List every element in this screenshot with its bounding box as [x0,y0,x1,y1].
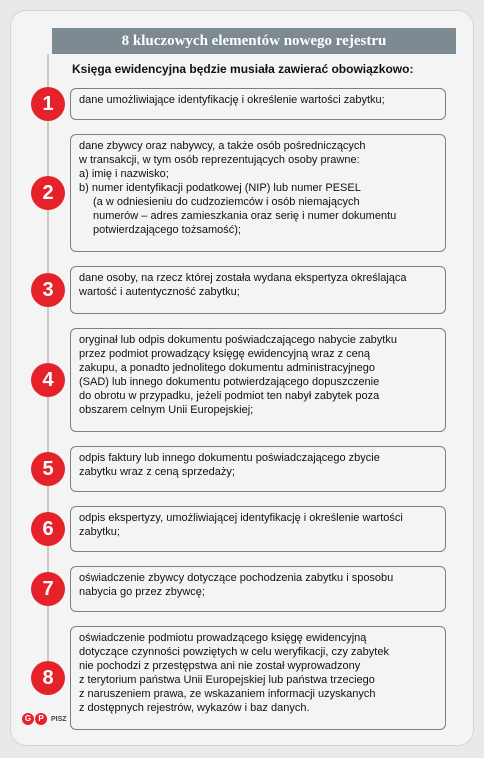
item-text-line: a) imię i nazwisko; [79,168,169,180]
publisher-logo [22,713,47,725]
item-text-line: w transakcji, w tym osób reprezentujących osoby prawne: [79,154,360,166]
footer [22,712,67,726]
item-text-line: (SAD) lub innego dokumentu potwierdzającego dopuszczenie [79,376,380,388]
source-label: PISZ [51,715,67,723]
item-number-badge: 6 [31,512,65,546]
item-text-line: obszarem celnym Unii Europejskiej; [79,404,254,416]
item-box [70,134,446,252]
item-text-line: (a w odniesieniu do cudzoziemców i osób niemających [93,196,360,208]
item-text-line: dotyczące czynności powziętych w celu weryfikacji, czy zabytek [79,646,389,658]
item-box [70,446,446,492]
item-number-badge: 3 [31,273,65,307]
item-text-line: b) numer identyfikacji podatkowej (NIP) lub numer PESEL [79,182,361,194]
item-text-line: z terytorium państwa Unii Europejskiej lub państwa trzeciego [79,674,375,686]
item-text-line: potwierdzającego tożsamość); [93,224,241,236]
item-number-badge: 1 [31,87,65,121]
item-text-line: przez podmiot prowadzący księgę ewidencyjną wraz z ceną [79,348,371,360]
item-text-line: zabytku wraz z ceną sprzedaży; [79,466,235,478]
item-text-line: oświadczenie zbywcy dotyczące pochodzenia zabytku i sposobu [79,572,394,584]
item-text-line: zakupu, a ponadto jednolitego dokumentu administracyjnego [79,362,375,374]
item-number-badge: 7 [31,572,65,606]
item-number-badge: 4 [31,363,65,397]
item-text-line: dane osoby, na rzecz której została wydana ekspertyza określająca [79,272,407,284]
logo-letter-g: G [22,713,34,725]
item-text-line: oświadczenie podmiotu prowadzącego księgę ewidencyjną [79,632,367,644]
item-box [70,566,446,612]
item-text-line: numerów – adres zamieszkania oraz serię i numer dokumentu [93,210,397,222]
item-number-badge: 5 [31,452,65,486]
item-text-line: zabytku; [79,526,120,538]
item-text-line: dane zbywcy oraz nabywcy, a także osób pośredniczących [79,140,366,152]
intro-text: Księga ewidencyjna będzie musiała zawierać obowiązkowo: [72,62,414,76]
item-text-line: odpis ekspertyzy, umożliwiającej identyfikację i określenie wartości [79,512,403,524]
item-text-line: nie pochodzi z przestępstwa ani nie został wyprowadzony [79,660,361,672]
item-text-line: z naruszeniem prawa, ze wskazaniem informacji uzyskanych [79,688,376,700]
logo-letter-p: P [35,713,47,725]
item-number-badge: 8 [31,661,65,695]
item-text-line: wartość i autentyczność zabytku; [79,286,240,298]
item-box [70,328,446,432]
item-box [70,266,446,314]
item-text-line: odpis faktury lub innego dokumentu poświadczającego zbycie [79,452,380,464]
item-text-line: nabycia go przez zbywcę; [79,586,205,598]
item-number-badge: 2 [31,176,65,210]
item-box [70,626,446,730]
item-text-line: do obrotu w przypadku, jeżeli podmiot ten nabył zabytek poza [79,390,380,402]
title-bar: 8 kluczowych elementów nowego rejestru [52,28,456,54]
item-box [70,506,446,552]
item-box [70,88,446,120]
item-text-line: oryginał lub odpis dokumentu poświadczającego nabycie zabytku [79,334,397,346]
item-text-line: dane umożliwiające identyfikację i określenie wartości zabytku; [79,94,385,106]
item-text-line: z dostępnych rejestrów, wykazów i baz danych. [79,702,310,714]
